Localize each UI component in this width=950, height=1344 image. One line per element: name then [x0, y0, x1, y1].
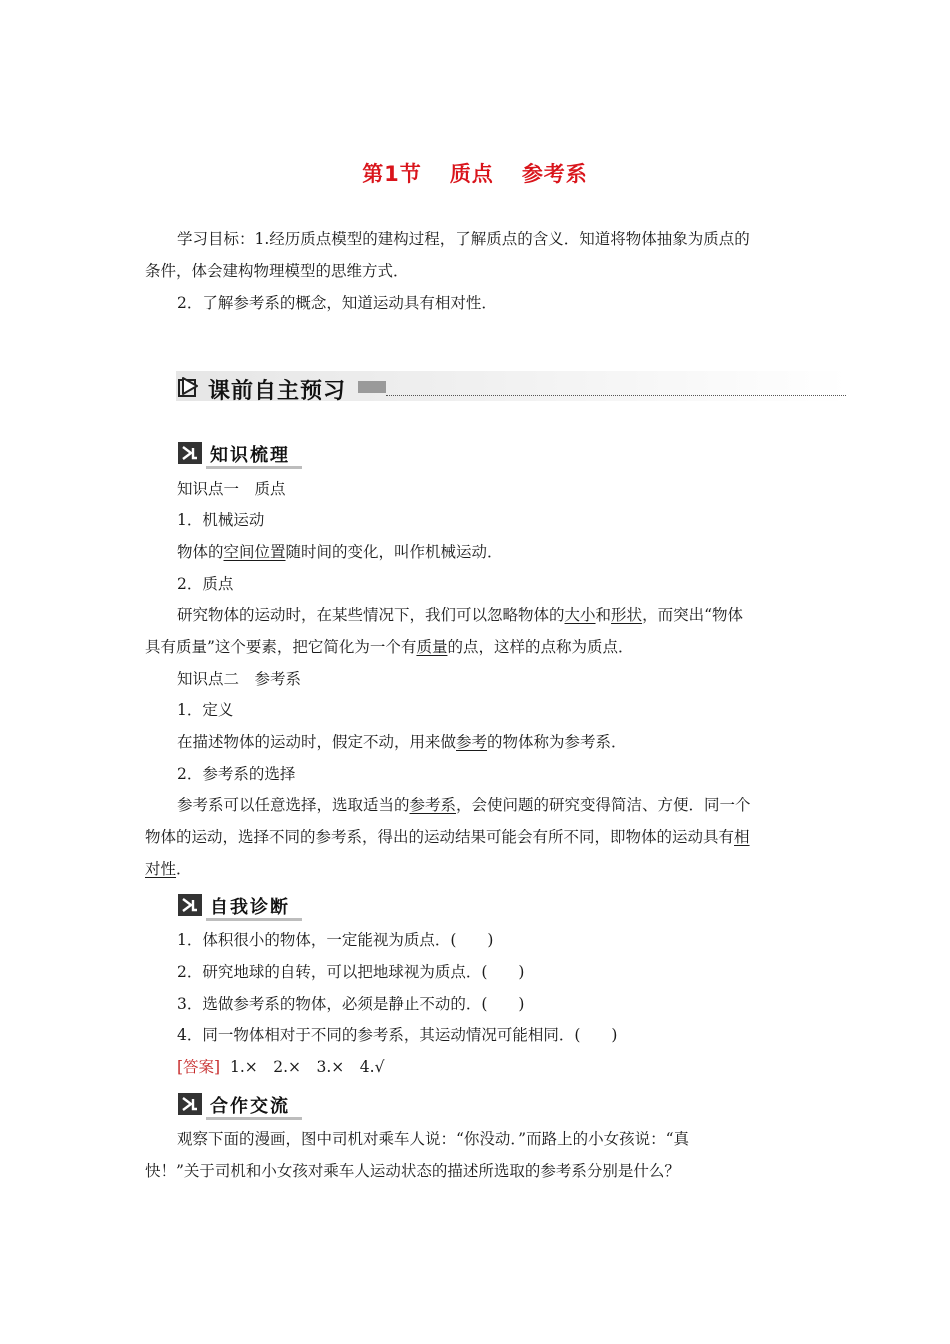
item-particle: 2．质点	[177, 575, 234, 593]
kp2-title: 知识点二 参考系	[177, 670, 302, 688]
paragraph-particle-2	[145, 636, 810, 658]
text: ．	[176, 860, 192, 878]
play-box-icon	[178, 377, 198, 397]
text: 和	[595, 606, 612, 624]
blank-answer: 质量	[416, 638, 448, 656]
heading-underline	[206, 1117, 302, 1120]
blank-answer: 形状	[611, 606, 643, 624]
objectives-line-1: 学习目标：1.经历质点模型的建构过程，了解质点的含义．知道将物体抽象为质点的	[177, 230, 750, 248]
paragraph-reference-1	[177, 794, 810, 816]
blank-answer: 大小	[564, 606, 596, 624]
text: 参考系可以任意选择，选取适当的	[177, 796, 410, 814]
answer-tag: [答案]	[177, 1058, 221, 1076]
blank-answer: 参考	[456, 733, 488, 751]
title-part-1: 质点	[449, 162, 494, 186]
blank-answer: 相	[734, 828, 750, 846]
heading-label: 知识梳理	[210, 445, 290, 466]
objectives-line-3: 2．了解参考系的概念，知道运动具有相对性．	[177, 294, 497, 312]
answer-values: 1.× 2.× 3.× 4.√	[229, 1058, 385, 1076]
text: 的点，这样的点称为质点．	[447, 638, 634, 656]
text: 物体的	[177, 543, 224, 561]
blank-answer: 对性	[145, 860, 177, 878]
paragraph-definition	[177, 731, 810, 753]
cooperation-line-1: 观察下面的漫画，图中司机对乘车人说：“你没动．”而路上的小女孩说：“真	[177, 1130, 690, 1148]
title-section: 第1节	[362, 162, 422, 186]
heading-label: 合作交流	[210, 1096, 290, 1117]
heading-underline	[206, 918, 302, 921]
text: 物体的运动，选择不同的参考系，得出的运动结果可能会有所不同，即物体的运动具有	[145, 828, 735, 846]
item-definition: 1．定义	[177, 701, 234, 719]
question-1: 1．体积很小的物体，一定能视为质点．( )	[177, 931, 494, 949]
paragraph-mechanical-motion	[177, 541, 810, 563]
paragraph-reference-3	[145, 858, 810, 880]
text: 研究物体的运动时，在某些情况下，我们可以忽略物体的	[177, 606, 565, 624]
question-2: 2．研究地球的自转，可以把地球视为质点．( )	[177, 963, 525, 981]
objectives-line-2: 条件，体会建构物理模型的思维方式．	[145, 262, 409, 280]
paragraph-reference-2	[145, 826, 810, 848]
text: ，而突出“物体	[642, 606, 743, 624]
arrow-icon	[178, 442, 202, 464]
text: 随时间的变化，叫作机械运动．	[285, 543, 503, 561]
blank-answer: 空间位置	[223, 543, 286, 561]
banner-dotted-rule	[386, 395, 846, 396]
blank-answer: 参考系	[409, 796, 457, 814]
banner-label: 课前自主预习	[208, 379, 347, 404]
paragraph-particle-1	[177, 604, 810, 626]
heading-label: 自我诊断	[210, 897, 290, 918]
title-part-2: 参考系	[521, 162, 588, 186]
text: 具有质量”这个要素，把它简化为一个有	[145, 638, 417, 656]
text: 在描述物体的运动时，假定不动，用来做	[177, 733, 457, 751]
heading-underline	[206, 466, 302, 469]
arrow-icon	[178, 894, 202, 916]
question-3: 3．选做参考系的物体，必须是静止不动的．( )	[177, 995, 525, 1013]
cooperation-line-2: 快！”关于司机和小女孩对乘车人运动状态的描述所选取的参考系分别是什么？	[145, 1162, 680, 1180]
section-banner	[176, 371, 848, 405]
banner-bar	[358, 381, 386, 393]
answer-line	[177, 1056, 810, 1078]
question-4: 4．同一物体相对于不同的参考系，其运动情况可能相同．( )	[177, 1026, 618, 1044]
text: ，会使问题的研究变得简洁、方便．同一个	[456, 796, 751, 814]
item-reference-choice: 2．参考系的选择	[177, 765, 296, 783]
item-mechanical-motion: 1．机械运动	[177, 511, 265, 529]
arrow-icon	[178, 1093, 202, 1115]
kp1-title: 知识点一 质点	[177, 480, 286, 498]
lesson-title	[0, 158, 950, 188]
text: 的物体称为参考系．	[487, 733, 627, 751]
